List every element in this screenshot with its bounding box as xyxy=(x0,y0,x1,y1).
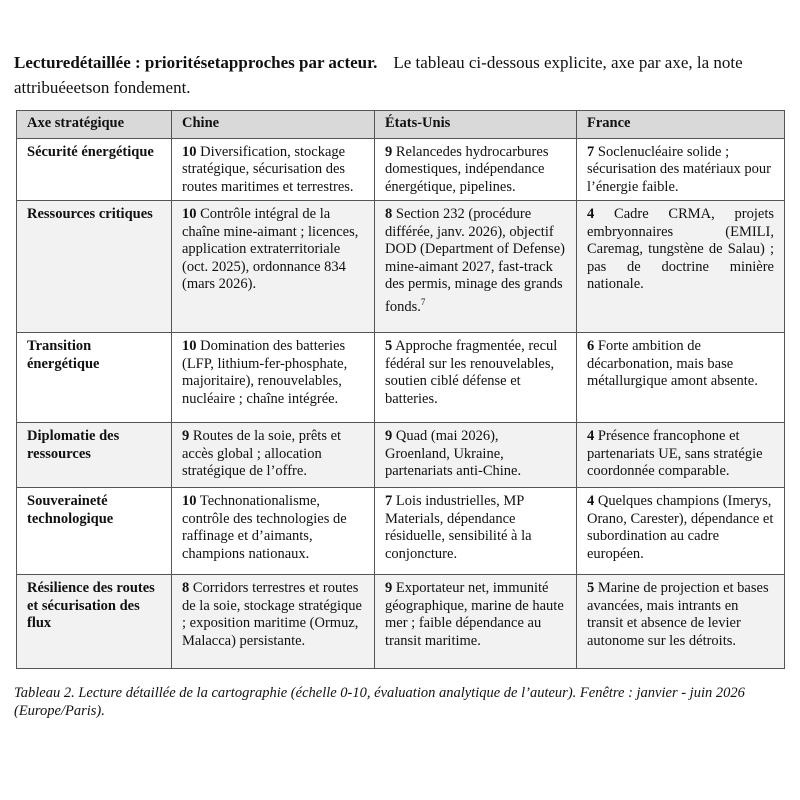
score-value: 7 xyxy=(587,143,595,160)
table-row xyxy=(17,138,785,201)
cell-china xyxy=(172,423,375,488)
assessment-text: Corridors terrestres et routes de la soie, stockage stratégique ; exposition maritime (Ormuz, Malacca) persistante. xyxy=(182,580,362,649)
table-row xyxy=(17,488,785,575)
assessment-text: Quad (mai 2026), Groenland, Ukraine, partenariats anti-Chine. xyxy=(385,428,522,479)
assessment-text: Cadre CRMA, projets embryonnaires (EMILI, Caremag, tungstène de Salau) ; pas de doctrine minière nationale. xyxy=(587,206,774,292)
assessment-text: Lois industrielles, MP Materials, dépendance résiduelle, sensibilité à la conjoncture. xyxy=(385,493,532,562)
cell-france xyxy=(577,575,785,669)
score-value: 8 xyxy=(182,580,190,596)
cell-usa xyxy=(375,488,577,575)
assessment-text: Domination des batteries (LFP, lithium-fer-phosphate, majoritaire), renouvelables, nucléaire ; chaîne intégrée. xyxy=(182,338,348,407)
axis-label: Transition énergétique xyxy=(17,333,172,423)
score-value: 9 xyxy=(385,580,393,596)
cell-france xyxy=(577,138,785,201)
column-header-china: Chine xyxy=(172,111,375,139)
score-value: 9 xyxy=(385,428,393,444)
score-value: 7 xyxy=(385,493,393,509)
column-header-axis: Axe stratégique xyxy=(17,111,172,139)
cell-china xyxy=(172,575,375,669)
score-value: 9 xyxy=(182,428,190,444)
axis-label: Diplomatie des ressources xyxy=(17,423,172,488)
table-caption: Tableau 2. Lecture détaillée de la cartographie (échelle 0-10, évaluation analytique de l’auteur). Fenêtre : janvier - juin 2026 (Europe/Paris). xyxy=(14,685,745,719)
score-value: 10 xyxy=(182,493,197,509)
score-value: 6 xyxy=(587,338,595,354)
assessment-text: Routes de la soie, prêts et accès global ; allocation stratégique de l’offre. xyxy=(182,428,342,479)
assessment-text: Technonationalisme, contrôle des technologies de raffinage et d’aimants, champions nationaux. xyxy=(182,493,347,562)
table-row xyxy=(17,201,785,333)
assessment-text: Présence francophone et partenariats UE, sans stratégie coordonnée comparable. xyxy=(587,428,763,479)
assessment-text: Forte ambition de décarbonation, mais base métallurgique amont absente. xyxy=(587,338,758,389)
cell-usa xyxy=(375,201,577,333)
axis-label: Souveraineté technologique xyxy=(17,488,172,575)
score-value: 10 xyxy=(182,143,197,160)
score-value: 5 xyxy=(385,338,393,354)
table-body xyxy=(17,138,785,669)
footnote-marker[interactable]: 7 xyxy=(420,296,426,307)
cell-usa xyxy=(375,575,577,669)
score-value: 4 xyxy=(587,493,595,509)
score-value: 10 xyxy=(182,206,197,222)
score-value: 4 xyxy=(587,428,595,444)
assessment-text: Approche fragmentée, recul fédéral sur les renouvelables, soutien ciblé défense et batteries. xyxy=(385,338,558,407)
cell-china xyxy=(172,333,375,423)
cell-france xyxy=(577,201,785,333)
axis-label: Ressources critiques xyxy=(17,201,172,333)
cell-usa xyxy=(375,423,577,488)
actor-priorities-table xyxy=(16,110,785,669)
assessment-text: Marine de projection et bases avancées, mais intrants en transit et absence de levier autonome sur les détroits. xyxy=(587,580,769,649)
intro-text: Le tableau ci-dessous explicite, axe par axe, la note attribuéeetson fondement. xyxy=(14,53,743,97)
cell-usa xyxy=(375,333,577,423)
assessment-text: Diversification, stockage stratégique, sécurisation des routes maritimes et terrestres. xyxy=(182,143,354,195)
column-header-france: France xyxy=(577,111,785,139)
column-header-usa: États-Unis xyxy=(375,111,577,139)
cell-france xyxy=(577,488,785,575)
intro-heading: Lecturedétaillée : prioritésetapproches par acteur. xyxy=(14,53,378,72)
cell-china xyxy=(172,488,375,575)
assessment-text: Contrôle intégral de la chaîne mine-aimant ; licences, application extraterritoriale (oct. 2025), ordonnance 834 (mars 2026). xyxy=(182,206,359,292)
assessment-text: Exportateur net, immunité géographique, marine de haute mer ; faible dépendance au transit maritime. xyxy=(385,580,564,649)
score-value: 5 xyxy=(587,580,595,596)
assessment-text: Section 232 (procédure différée, janv. 2026), objectif DOD (Department of Defense) mine-aimant 2027, fast-track des permis, minage des grands fonds. xyxy=(385,206,565,315)
axis-label: Résilience des routes et sécurisation des flux xyxy=(17,575,172,669)
table-header-row xyxy=(17,111,785,139)
table-row xyxy=(17,575,785,669)
score-value: 10 xyxy=(182,338,197,354)
assessment-text: Relancedes hydrocarbures domestiques, indépendance énergétique, pipelines. xyxy=(385,143,549,195)
score-value: 8 xyxy=(385,206,393,222)
assessment-text: Quelques champions (Imerys, Orano, Carester), dépendance et subordination au cadre européen. xyxy=(587,493,774,562)
table-row xyxy=(17,333,785,423)
assessment-text: Soclenucléaire solide ; sécurisation des matériaux pour l’énergie faible. xyxy=(587,143,772,195)
cell-france xyxy=(577,423,785,488)
score-value: 4 xyxy=(587,206,595,222)
axis-label: Sécurité énergétique xyxy=(17,138,172,201)
table-row xyxy=(17,423,785,488)
cell-usa xyxy=(375,138,577,201)
score-value: 9 xyxy=(385,143,393,160)
cell-china xyxy=(172,201,375,333)
cell-china xyxy=(172,138,375,201)
cell-france xyxy=(577,333,785,423)
intro-paragraph xyxy=(14,50,790,100)
